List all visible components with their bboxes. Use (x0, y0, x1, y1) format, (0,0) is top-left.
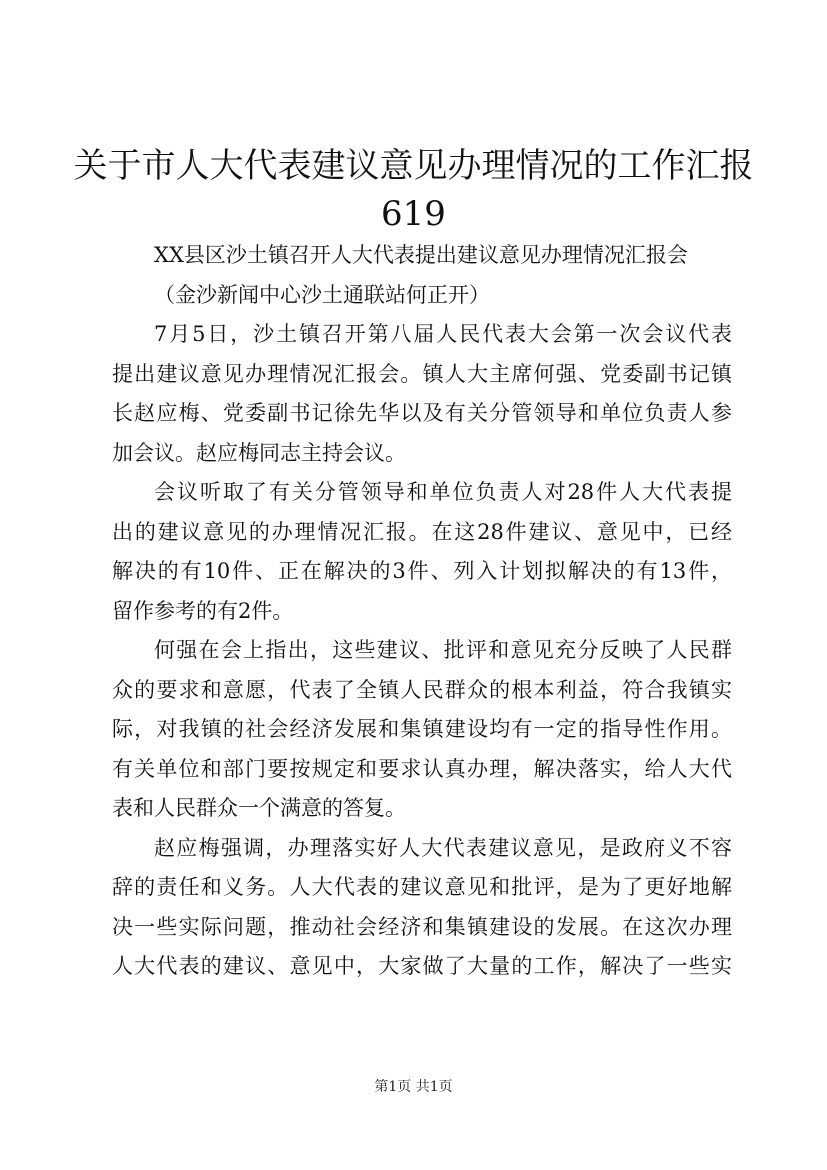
body-line: 表和人民群众一个满意的答复。 (112, 796, 406, 820)
body-line: 人大代表的建议、意见中，大家做了大量的工作，解决了一些实 (112, 954, 732, 978)
document-body (112, 236, 732, 987)
body-line: 辞的责任和义务。人大代表的建议意见和批评，是为了更好地解 (112, 875, 732, 899)
body-line: 留作参考的有2件。 (112, 598, 294, 623)
body-line: 际，对我镇的社会经济发展和集镇建设均有一定的指导性作用。 (112, 717, 732, 741)
body-line: 赵应梅强调，办理落实好人大代表建议意见，是政府义不容 (154, 835, 732, 860)
body-line: 会议听取了有关分管领导和单位负责人对28件人大代表提 (154, 480, 732, 504)
body-line: 7月5日，沙土镇召开第八届人民代表大会第一次会议代表 (154, 322, 732, 346)
body-line: 众的要求和意愿，代表了全镇人民群众的根本利益，符合我镇实 (112, 677, 732, 702)
body-line: 解决的有10件、正在解决的3件、列入计划拟解决的有13件， (112, 559, 732, 583)
body-line: 长赵应梅、党委副书记徐先华以及有关分管领导和单位负责人参 (112, 401, 732, 425)
body-line: （金沙新闻中心沙土通联站何正开） (154, 282, 490, 307)
body-line: XX县区沙土镇召开人大代表提出建议意见办理情况汇报会 (154, 243, 688, 267)
body-line: 何强在会上指出，这些建议、批评和意见充分反映了人民群 (154, 638, 732, 662)
body-line: 提出建议意见办理情况汇报会。镇人大主席何强、党委副书记镇 (112, 361, 732, 386)
body-line: 有关单位和部门要按规定和要求认真办理，解决落实，给人大代 (112, 756, 732, 781)
body-line: 出的建议意见的办理情况汇报。在这28件建议、意见中，已经 (112, 519, 732, 544)
body-line: 加会议。赵应梅同志主持会议。 (112, 440, 406, 465)
document-title (60, 142, 767, 238)
title-line-1: 关于市人大代表建议意见办理情况的工作汇报 (73, 146, 754, 186)
body-line: 决一些实际问题，推动社会经济和集镇建设的发展。在这次办理 (112, 914, 732, 939)
title-line-2: 619 (381, 194, 446, 234)
page-footer: 第1页 共1页 (374, 1079, 453, 1095)
